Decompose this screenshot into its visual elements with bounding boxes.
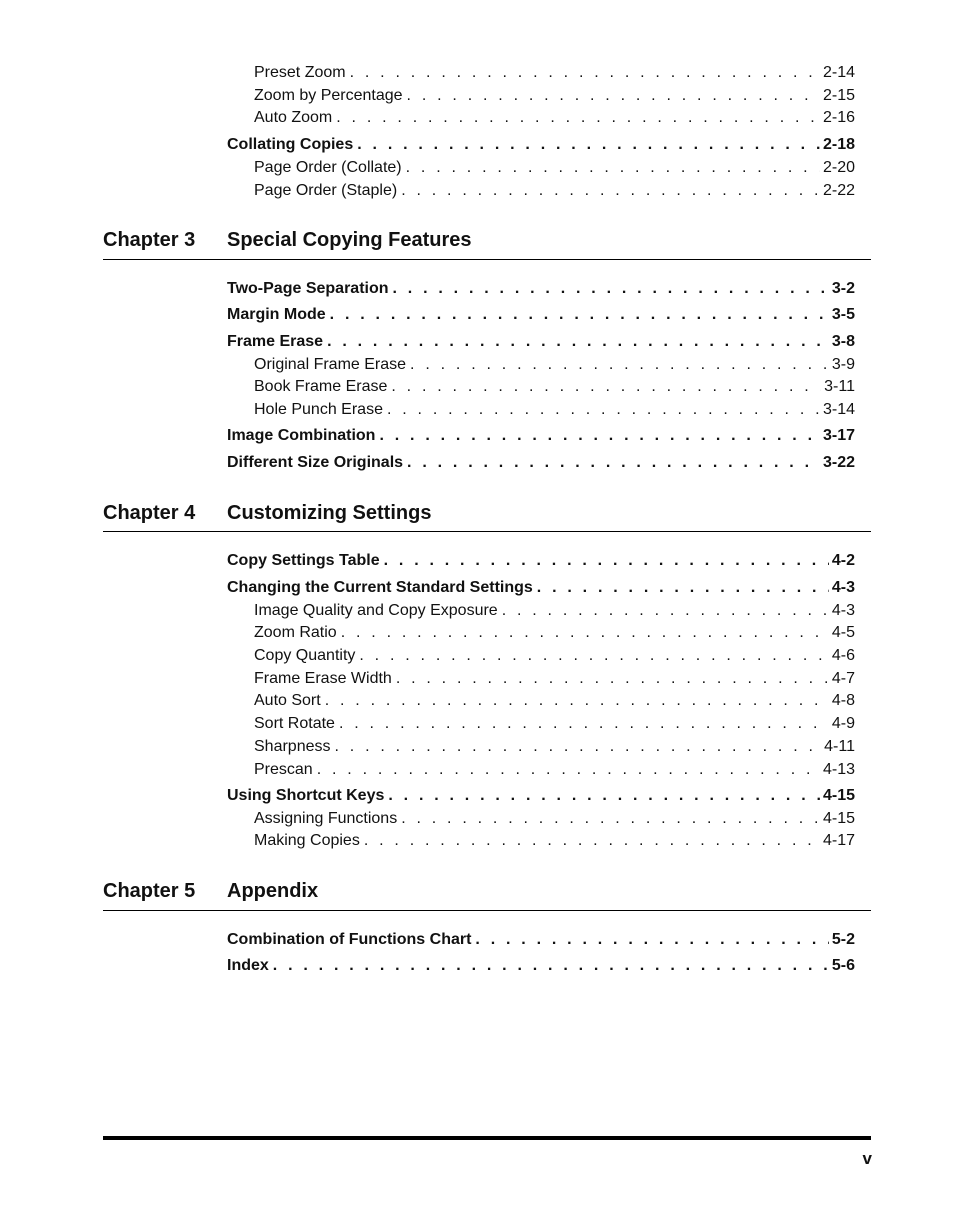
dot-leader (407, 454, 820, 472)
toc-entry-page: 4-13 (822, 761, 855, 778)
chapter-label: Chapter 4 (103, 502, 196, 524)
toc-entry[interactable] (254, 647, 855, 665)
toc-entry[interactable] (254, 64, 855, 82)
toc-entry-title: Frame Erase (227, 333, 324, 350)
dot-leader (387, 401, 820, 419)
toc-entry-title: Frame Erase Width (254, 670, 392, 687)
toc-entry-page: 4-9 (831, 715, 855, 732)
toc-entry-title: Auto Sort (254, 692, 321, 709)
toc-entry-title: Image Combination (227, 427, 376, 444)
toc-entry-page: 3-17 (822, 427, 855, 444)
toc-entry-page: 3-11 (824, 378, 855, 395)
toc-entry[interactable] (227, 931, 855, 949)
dot-leader (317, 761, 820, 779)
toc-entry-title: Making Copies (254, 832, 360, 849)
toc-entry[interactable] (227, 280, 855, 298)
toc-entry[interactable] (254, 810, 855, 828)
toc-entry[interactable] (254, 602, 855, 620)
toc-entry-title: Collating Copies (227, 136, 354, 153)
toc-entry-page: 4-15 (822, 810, 855, 827)
chapter-title: Customizing Settings (227, 502, 432, 524)
dot-leader (401, 182, 820, 200)
toc-entry-page: 2-15 (822, 87, 855, 104)
dot-leader (401, 810, 820, 828)
toc-entry[interactable] (227, 957, 855, 975)
toc-entry-title: Book Frame Erase (254, 378, 388, 395)
dot-leader (325, 692, 829, 710)
dot-leader (335, 738, 822, 756)
toc-entry-title: Changing the Current Standard Settings (227, 579, 533, 596)
toc-entry[interactable] (254, 624, 855, 642)
toc-entry-title: Combination of Functions Chart (227, 931, 472, 948)
toc-entry-title: Margin Mode (227, 306, 326, 323)
toc-entry-page: 4-7 (831, 670, 855, 687)
dot-leader (475, 931, 828, 949)
toc-entry-title: Auto Zoom (254, 109, 333, 126)
toc-entry[interactable] (227, 552, 855, 570)
toc-entry-title: Original Frame Erase (254, 356, 407, 373)
dot-leader (341, 624, 829, 642)
dot-leader (407, 87, 820, 105)
toc-entry[interactable] (254, 182, 855, 200)
toc-entry-title: Zoom Ratio (254, 624, 337, 641)
toc-entry[interactable] (227, 427, 855, 445)
toc-entry-title: Copy Settings Table (227, 552, 380, 569)
toc-entry-title: Page Order (Staple) (254, 182, 398, 199)
dot-leader (350, 64, 820, 82)
dot-leader (336, 109, 820, 127)
toc-entry-page: 2-20 (822, 159, 855, 176)
dot-leader (330, 306, 829, 324)
toc-entry[interactable] (227, 136, 855, 154)
toc-entry[interactable] (254, 738, 855, 756)
toc-entry-title: Zoom by Percentage (254, 87, 403, 104)
toc-entry-title: Sort Rotate (254, 715, 335, 732)
toc-entry-page: 4-2 (831, 552, 855, 569)
toc-entry-title: Hole Punch Erase (254, 401, 383, 418)
toc-entry[interactable] (227, 579, 855, 597)
toc-entry[interactable] (254, 356, 855, 374)
toc-entry[interactable] (227, 454, 855, 472)
chapter-divider (103, 910, 871, 911)
dot-leader (537, 579, 829, 597)
toc-entry-page: 4-15 (822, 787, 855, 804)
toc-entry[interactable] (227, 306, 855, 324)
dot-leader (406, 159, 820, 177)
chapter-label: Chapter 5 (103, 880, 196, 902)
chapter-title: Appendix (227, 880, 319, 902)
dot-leader (359, 647, 828, 665)
toc-entry-title: Copy Quantity (254, 647, 356, 664)
page-number: v (862, 1149, 872, 1168)
dot-leader (357, 136, 820, 154)
toc-entry-page: 4-3 (831, 602, 855, 619)
footer-rule (103, 1136, 871, 1140)
dot-leader (379, 427, 820, 445)
toc-entry-title: Index (227, 957, 269, 974)
toc-entry-title: Using Shortcut Keys (227, 787, 385, 804)
dot-leader (339, 715, 829, 733)
toc-entry-page: 4-11 (824, 738, 855, 755)
toc-entry-title: Page Order (Collate) (254, 159, 402, 176)
dot-leader (384, 552, 829, 570)
chapter-divider (103, 259, 871, 260)
toc-entry-title: Preset Zoom (254, 64, 346, 81)
toc-entry[interactable] (254, 159, 855, 177)
dot-leader (502, 602, 829, 620)
toc-entry[interactable] (254, 761, 855, 779)
toc-entry-page: 3-8 (831, 333, 855, 350)
toc-entry-page: 2-16 (822, 109, 855, 126)
toc-entry-page: 2-18 (822, 136, 855, 153)
chapter-divider (103, 531, 871, 532)
toc-entry-page: 4-8 (831, 692, 855, 709)
toc-entry-title: Prescan (254, 761, 313, 778)
toc-entry-page: 4-6 (831, 647, 855, 664)
toc-entry[interactable] (254, 87, 855, 105)
toc-entry[interactable] (227, 333, 855, 351)
toc-entry-title: Assigning Functions (254, 810, 398, 827)
chapter-label: Chapter 3 (103, 229, 196, 251)
toc-entry-title: Two-Page Separation (227, 280, 389, 297)
dot-leader (393, 280, 829, 298)
toc-entry-page: 3-22 (822, 454, 855, 471)
toc-entry-title: Different Size Originals (227, 454, 404, 471)
toc-entry[interactable] (227, 787, 855, 805)
toc-entry-page: 5-2 (831, 931, 855, 948)
toc-entry[interactable] (254, 378, 855, 396)
dot-leader (388, 787, 820, 805)
dot-leader (396, 670, 829, 688)
toc-entry-page: 3-9 (831, 356, 855, 373)
toc-entry-title: Image Quality and Copy Exposure (254, 602, 498, 619)
toc-entry-page: 4-5 (831, 624, 855, 641)
toc-entry-page: 5-6 (831, 957, 855, 974)
toc-entry[interactable] (254, 670, 855, 688)
toc-entry[interactable] (254, 832, 855, 850)
dot-leader (364, 832, 820, 850)
toc-entry-page: 4-17 (822, 832, 855, 849)
dot-leader (273, 957, 829, 975)
toc-entry[interactable] (254, 715, 855, 733)
dot-leader (327, 333, 829, 351)
toc-entry-page: 2-22 (822, 182, 855, 199)
toc-entry-page: 2-14 (822, 64, 855, 81)
toc-entry-page: 3-2 (831, 280, 855, 297)
toc-entry-page: 3-5 (831, 306, 855, 323)
toc-entry-page: 4-3 (831, 579, 855, 596)
toc-entry[interactable] (254, 109, 855, 127)
dot-leader (391, 378, 821, 396)
toc-entry-title: Sharpness (254, 738, 331, 755)
toc-entry-page: 3-14 (822, 401, 855, 418)
chapter-title: Special Copying Features (227, 229, 472, 251)
toc-entry[interactable] (254, 692, 855, 710)
toc-entry[interactable] (254, 401, 855, 419)
dot-leader (410, 356, 829, 374)
